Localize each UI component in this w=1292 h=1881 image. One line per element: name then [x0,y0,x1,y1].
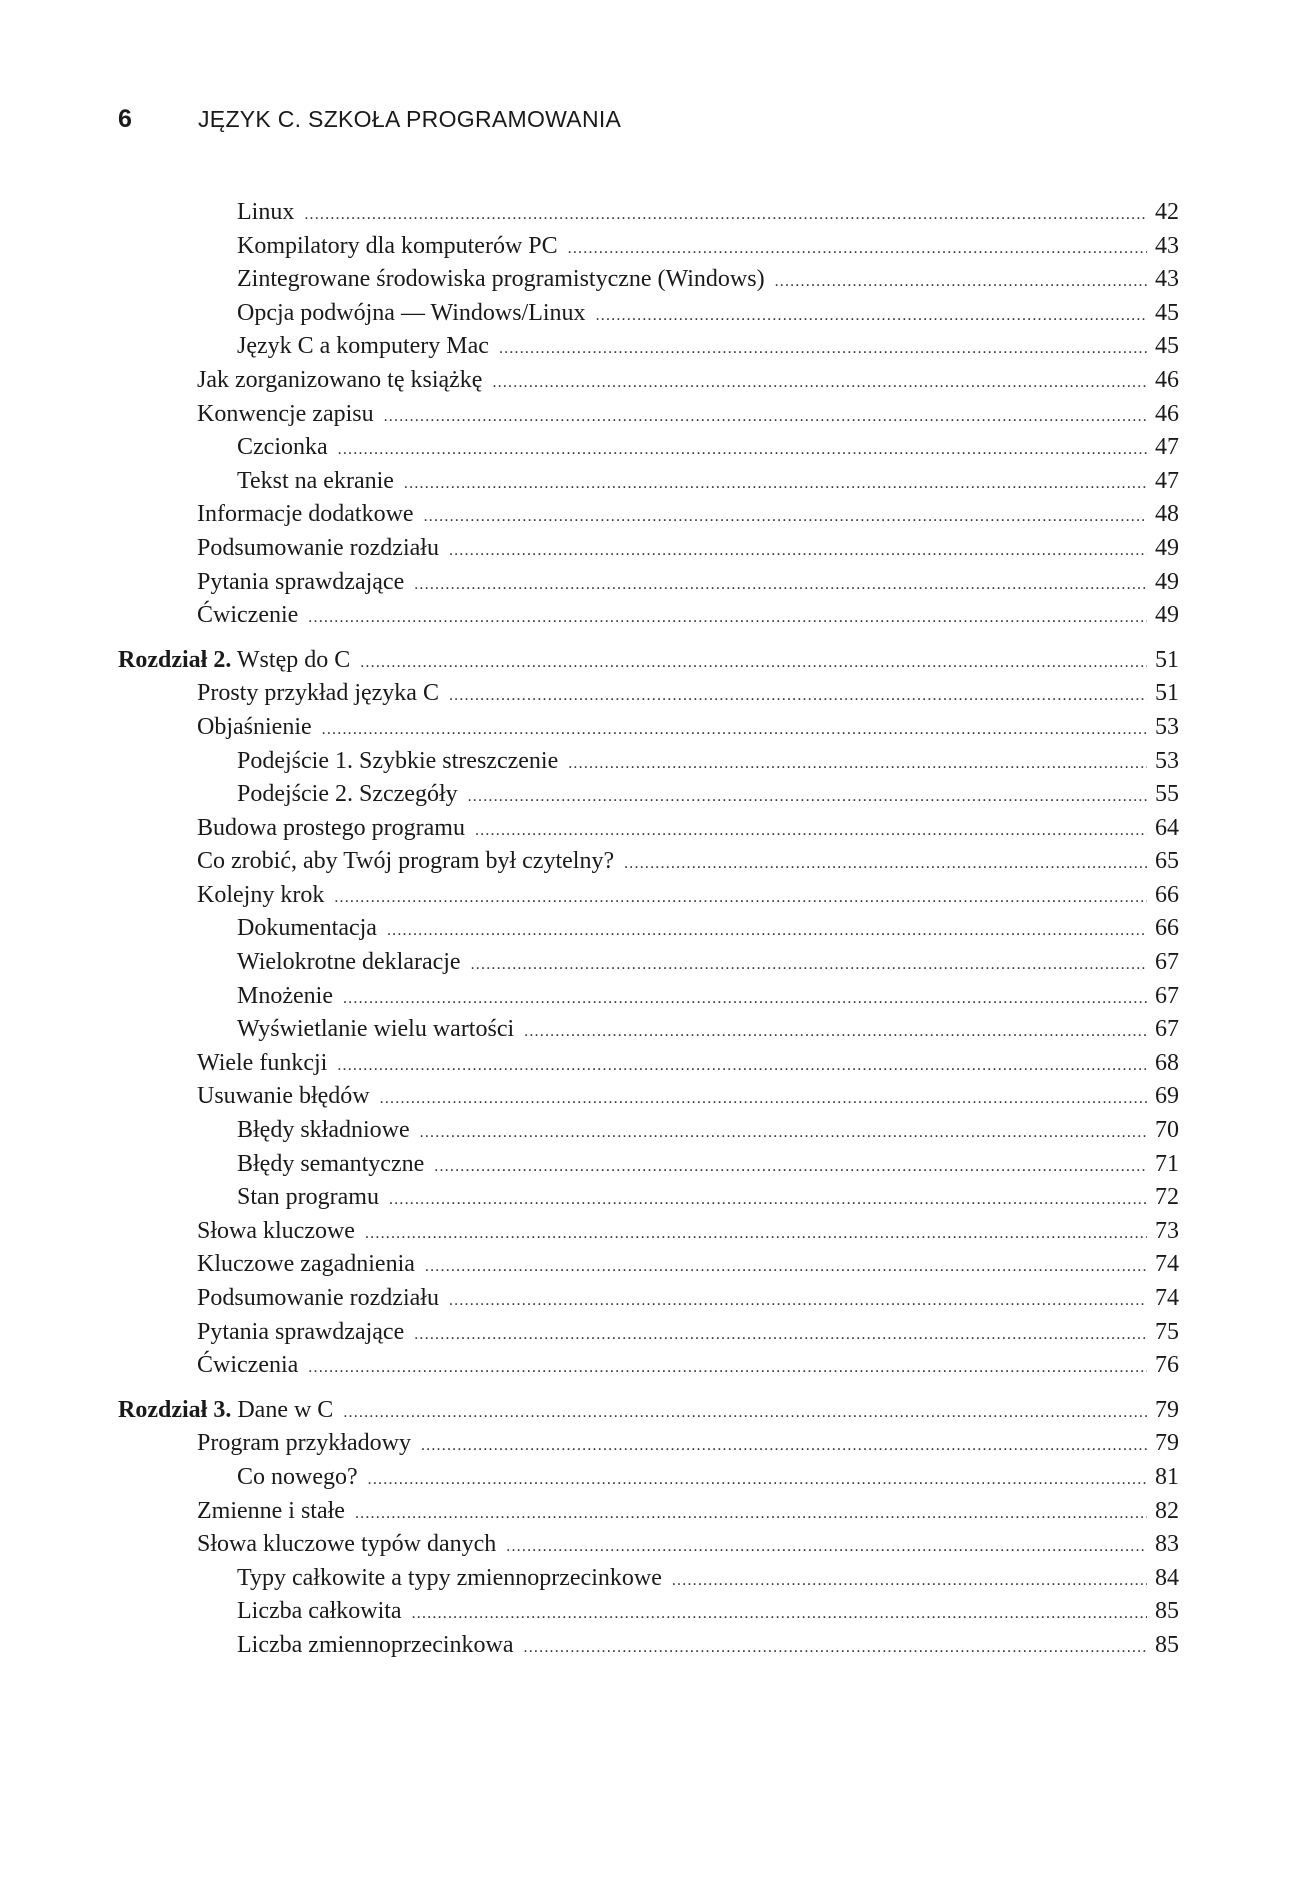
toc-section-entry [118,711,1179,745]
toc-entry-label [237,946,461,980]
toc-entry-label [197,1427,411,1461]
dot-leader [304,198,1147,232]
table-of-contents [118,196,1179,1663]
toc-entry-label [197,879,324,913]
toc-entry-label [197,1316,404,1350]
toc-entry-title: Dokumentacja [237,915,377,942]
dot-leader [308,1351,1147,1385]
toc-page-number: 84 [1155,1564,1179,1591]
dot-leader [308,601,1147,635]
toc-section-entry [118,1495,1179,1529]
dot-leader [384,400,1147,434]
dot-leader [337,1049,1147,1083]
toc-page-number: 85 [1155,1631,1179,1658]
toc-entry-title: Zmienne i stałe [197,1497,345,1524]
toc-entry-title: Stan programu [237,1184,379,1211]
toc-page-number: 71 [1155,1150,1179,1177]
toc-entry-title: Typy całkowite a typy zmiennoprzecinkowe [237,1564,662,1591]
dot-leader [449,1284,1147,1318]
toc-page-number: 46 [1155,366,1179,393]
toc-entry-label [237,230,558,264]
dot-leader [475,814,1147,848]
toc-entry-label [237,263,765,297]
toc-section-entry [118,1215,1179,1249]
toc-section-entry [118,1047,1179,1081]
toc-subsection-entry [118,745,1179,779]
dot-leader [775,265,1147,299]
dot-leader [624,847,1147,881]
toc-entry-label [197,845,614,879]
toc-page-number: 73 [1155,1217,1179,1244]
toc-entry-label [237,912,377,946]
toc-entry-title: Błędy składniowe [237,1117,410,1144]
toc-entry-title: Dane w C [237,1396,334,1423]
toc-subsection-entry [118,1562,1179,1596]
toc-entry-label [237,1461,358,1495]
dot-leader [596,299,1147,333]
toc-subsection-entry [118,1148,1179,1182]
toc-entry-title: Kompilatory dla komputerów PC [237,232,558,259]
toc-page-number: 69 [1155,1083,1179,1110]
toc-entry-label [237,1114,410,1148]
toc-subsection-entry [118,230,1179,264]
toc-page-number: 64 [1155,814,1179,841]
toc-subsection-entry [118,1461,1179,1495]
toc-subsection-entry [118,980,1179,1014]
toc-entry-label [197,1349,298,1383]
toc-chapter-entry [118,644,1179,678]
toc-entry-title: Prosty przykład języka C [197,680,439,707]
toc-entry-title: Język C a komputery Mac [237,333,489,360]
toc-subsection-entry [118,1114,1179,1148]
toc-entry-title: Błędy semantyczne [237,1150,425,1177]
toc-section-entry [118,1248,1179,1282]
dot-leader [524,1631,1147,1665]
toc-entry-title: Ćwiczenia [197,1352,299,1379]
toc-entry-label [197,677,439,711]
toc-page-number: 47 [1155,467,1179,494]
chapter-prefix: Rozdział 2. [118,646,232,673]
toc-entry-title: Objaśnienie [197,713,312,740]
toc-section-entry [118,1282,1179,1316]
toc-entry-label [237,1595,402,1629]
dot-leader [468,780,1147,814]
dot-leader [568,232,1147,266]
dot-leader [412,1597,1147,1631]
toc-entry-label [237,1181,379,1215]
dot-leader [420,1116,1147,1150]
toc-entry-label [237,465,394,499]
toc-entry-title: Informacje dodatkowe [197,501,414,528]
toc-section-entry [118,498,1179,532]
toc-entry-label [237,1148,424,1182]
toc-page-number: 75 [1155,1318,1179,1345]
toc-page-number: 65 [1155,848,1179,875]
dot-leader [421,1429,1147,1463]
toc-page-number: 47 [1155,434,1179,461]
toc-subsection-entry [118,1181,1179,1215]
toc-page-number: 81 [1155,1463,1179,1490]
dot-leader [334,881,1147,915]
toc-page-number: 46 [1155,400,1179,427]
toc-section-entry [118,677,1179,711]
toc-entry-title: Opcja podwójna — Windows/Linux [237,299,586,326]
toc-entry-label [237,1562,662,1596]
toc-section-entry [118,1427,1179,1461]
toc-entry-label [237,1629,514,1663]
dot-leader [365,1217,1147,1251]
dot-leader [343,1396,1147,1430]
toc-entry-title: Słowa kluczowe [197,1217,355,1244]
dot-leader [414,568,1147,602]
toc-entry-title: Słowa kluczowe typów danych [197,1531,497,1558]
toc-entry-title: Liczba zmiennoprzecinkowa [237,1631,514,1658]
toc-entry-label [237,330,489,364]
toc-section-entry [118,845,1179,879]
toc-section-entry [118,566,1179,600]
toc-page-number: 67 [1155,982,1179,1009]
toc-page-number: 72 [1155,1184,1179,1211]
toc-entry-label [118,1394,333,1428]
toc-page-number: 53 [1155,713,1179,740]
toc-page-number: 45 [1155,299,1179,326]
toc-entry-label [197,1282,439,1316]
toc-page-number: 67 [1155,1016,1179,1043]
toc-entry-title: Usuwanie błędów [197,1083,370,1110]
toc-page-number: 55 [1155,781,1179,808]
toc-page-number: 45 [1155,333,1179,360]
toc-section-entry [118,812,1179,846]
toc-entry-label [237,297,586,331]
dot-leader [389,1183,1147,1217]
toc-page-number: 53 [1155,747,1179,774]
toc-section-entry [118,1080,1179,1114]
toc-entry-label [197,566,404,600]
toc-page-number: 85 [1155,1598,1179,1625]
toc-entry-label [118,644,350,678]
dot-leader [506,1530,1147,1564]
toc-entry-label [237,196,294,230]
toc-entry-title: Zintegrowane środowiska programistyczne (Windows) [237,266,765,293]
toc-page-number: 42 [1155,199,1179,225]
toc-entry-title: Liczba całkowita [237,1598,402,1625]
toc-entry-label [237,1013,514,1047]
dot-leader [434,1150,1147,1184]
toc-entry-label [197,711,312,745]
toc-section-entry [118,1349,1179,1383]
toc-entry-title: Konwencje zapisu [197,400,374,427]
page-number: 6 [118,104,133,133]
toc-entry-title: Jak zorganizowano tę książkę [197,366,483,393]
toc-entry-label [197,398,374,432]
toc-entry-label [197,364,482,398]
dot-leader [449,534,1147,568]
toc-entry-title: Podejście 1. Szybkie streszczenie [237,747,559,774]
toc-entry-title: Co zrobić, aby Twój program był czytelny? [197,848,615,875]
toc-entry-label [197,1047,327,1081]
toc-subsection-entry [118,196,1179,230]
toc-page-number: 76 [1155,1352,1179,1379]
toc-page-number: 43 [1155,266,1179,293]
dot-leader [414,1318,1147,1352]
toc-entry-title: Mnożenie [237,982,333,1009]
toc-entry-title: Pytania sprawdzające [197,1318,405,1345]
chapter-prefix: Rozdział 3. [118,1396,232,1423]
dot-leader [568,747,1147,781]
dot-leader [424,500,1147,534]
toc-section-entry [118,364,1179,398]
dot-leader [387,914,1147,948]
toc-page-number: 74 [1155,1285,1179,1311]
toc-entry-title: Program przykładowy [197,1430,411,1457]
toc-subsection-entry [118,465,1179,499]
toc-entry-title: Czcionka [237,434,328,461]
toc-page-number: 51 [1155,680,1179,707]
dot-leader [672,1564,1147,1598]
toc-entry-title: Podsumowanie rozdziału [197,1285,439,1311]
toc-page-number: 48 [1155,501,1179,528]
toc-entry-title: Podsumowanie rozdziału [197,534,439,561]
toc-page-number: 51 [1155,646,1179,673]
toc-entry-label [237,778,458,812]
toc-entry-title: Wiele funkcji [197,1049,328,1076]
toc-page-number: 79 [1155,1396,1179,1423]
toc-entry-label [197,599,298,633]
dot-leader [368,1463,1147,1497]
toc-page-number: 82 [1155,1497,1179,1524]
toc-page-number: 83 [1155,1531,1179,1558]
running-title: JĘZYK C. SZKOŁA PROGRAMOWANIA [198,105,622,132]
toc-section-entry [118,1528,1179,1562]
toc-entry-title: Wielokrotne deklaracje [237,949,461,976]
toc-entry-label [197,1080,370,1114]
toc-section-entry [118,879,1179,913]
toc-page-number: 43 [1155,232,1179,259]
toc-entry-title: Podejście 2. Szczegóły [237,781,458,808]
toc-subsection-entry [118,263,1179,297]
toc-section-entry [118,398,1179,432]
dot-leader [322,713,1147,747]
toc-entry-title: Kolejny krok [197,881,325,908]
toc-section-entry [118,1316,1179,1350]
toc-page-number: 49 [1155,602,1179,629]
dot-leader [343,982,1147,1016]
toc-subsection-entry [118,431,1179,465]
toc-page-number: 49 [1155,568,1179,595]
dot-leader [499,332,1147,366]
dot-leader [404,467,1147,501]
toc-entry-label [197,1215,355,1249]
toc-entry-label [197,532,439,566]
dot-leader [360,646,1147,680]
toc-subsection-entry [118,1013,1179,1047]
toc-entry-title: Ćwiczenie [197,602,299,629]
dot-leader [425,1250,1147,1284]
toc-page-number: 66 [1155,881,1179,908]
dot-leader [492,366,1147,400]
toc-subsection-entry [118,297,1179,331]
toc-subsection-entry [118,330,1179,364]
toc-section-entry [118,599,1179,633]
toc-subsection-entry [118,778,1179,812]
running-header [118,101,621,137]
toc-entry-label [197,1528,496,1562]
toc-entry-title: Kluczowe zagadnienia [197,1251,415,1278]
toc-entry-label [237,980,333,1014]
toc-chapter-entry [118,1394,1179,1428]
toc-entry-title: Pytania sprawdzające [197,568,405,595]
dot-leader [380,1082,1147,1116]
toc-subsection-entry [118,1595,1179,1629]
toc-entry-label [197,1248,415,1282]
toc-page-number: 66 [1155,915,1179,942]
toc-page-number: 68 [1155,1049,1179,1076]
dot-leader [524,1015,1147,1049]
dot-leader [449,679,1147,713]
toc-entry-title: Wstęp do C [236,646,351,673]
toc-entry-label [237,745,558,779]
toc-subsection-entry [118,946,1179,980]
toc-entry-title: Linux [237,199,295,225]
toc-entry-label [197,1495,345,1529]
toc-entry-label [197,498,414,532]
dot-leader [355,1497,1147,1531]
toc-entry-label [197,812,465,846]
toc-entry-title: Wyświetlanie wielu wartości [237,1016,515,1043]
toc-page-number: 79 [1155,1430,1179,1457]
toc-entry-title: Budowa prostego programu [197,814,465,841]
toc-page-number: 67 [1155,949,1179,976]
toc-page-number: 70 [1155,1117,1179,1144]
toc-section-entry [118,532,1179,566]
toc-entry-title: Tekst na ekranie [237,467,394,494]
toc-subsection-entry [118,912,1179,946]
toc-subsection-entry [118,1629,1179,1663]
toc-page-number: 49 [1155,534,1179,561]
toc-entry-label [237,431,328,465]
toc-entry-title: Co nowego? [237,1463,358,1490]
dot-leader [338,433,1147,467]
dot-leader [471,948,1147,982]
toc-page-number: 74 [1155,1251,1179,1278]
